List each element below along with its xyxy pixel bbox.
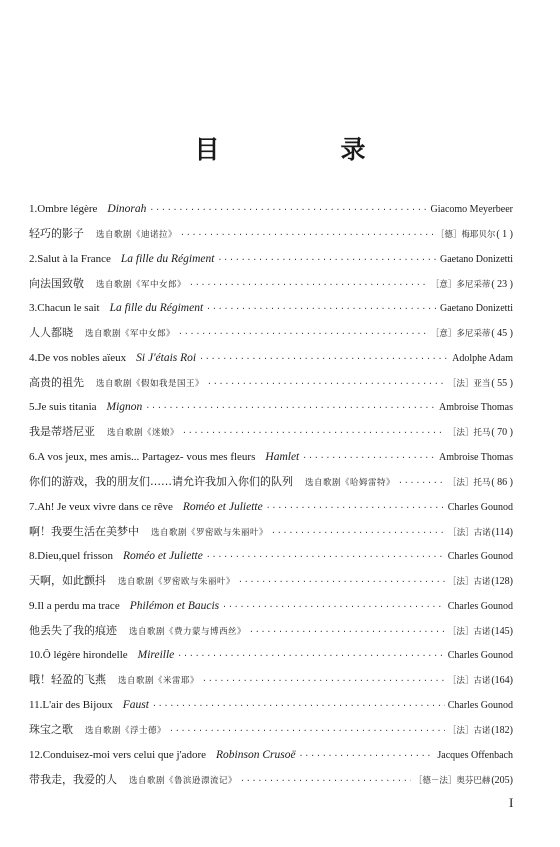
opera-title-foreign: Hamlet — [265, 450, 300, 463]
toc-entry — [29, 496, 513, 546]
page-ref: (128) — [491, 576, 513, 588]
toc-entry-line-foreign — [29, 649, 513, 669]
toc-entry-line-foreign — [29, 699, 513, 719]
leader-dots — [202, 676, 445, 685]
composer-chinese: ［法］托马 — [447, 477, 491, 488]
toc-entry — [29, 595, 513, 645]
toc-entry-line-foreign — [29, 550, 513, 570]
composer-name: Giacomo Meyerbeer — [430, 204, 513, 215]
toc-entry — [29, 744, 513, 794]
composer-name: Charles Gounod — [447, 650, 513, 662]
composer-chinese: ［法］古诺 — [447, 626, 491, 637]
opera-source-chinese: 选自歌剧《假如我是国王》 — [96, 378, 205, 389]
entry-number: 6. — [29, 450, 38, 463]
toc-entry-line-chinese — [29, 721, 513, 741]
opera-source-chinese: 选自歌剧《哈姆雷特》 — [305, 477, 396, 488]
toc-entry-line-chinese — [29, 225, 513, 245]
song-title-chinese: 高贵的祖先 — [29, 375, 84, 389]
toc-entry-line-foreign — [29, 253, 513, 273]
composer-name: Gaetano Donizetti — [439, 253, 513, 265]
song-title-chinese: 你们的游戏，我的朋友们……请允许我加入你们的队列 — [29, 474, 293, 488]
leader-dots — [169, 726, 445, 735]
composer-name: Adolphe Adam — [452, 352, 513, 364]
composer-name: Charles Gounod — [447, 600, 513, 612]
leader-dots — [266, 503, 445, 512]
composer-chinese: ［德］梅耶贝尔 — [435, 230, 496, 240]
song-title-chinese: 向法国致敬 — [29, 276, 84, 290]
entry-number: 8. — [29, 550, 38, 563]
page-ref: (205) — [491, 774, 513, 786]
entry-number: 7. — [29, 500, 38, 513]
song-title-chinese: 人人都晓 — [29, 326, 73, 340]
page-ref: ( 1 ) — [496, 229, 513, 240]
song-title-foreign: Ô légère hirondelle — [42, 649, 128, 662]
opera-title-foreign: La fille du Régiment — [109, 302, 204, 315]
composer-chinese: ［意］多尼采蒂 — [430, 329, 491, 340]
song-title-chinese: 轻巧的影子 — [29, 227, 84, 240]
toc-entry-line-chinese — [29, 671, 513, 691]
song-title-chinese: 天啊，如此颤抖 — [29, 574, 106, 588]
opera-title-foreign: Roméo et Juliette — [182, 500, 263, 513]
entry-number: 10. — [29, 649, 43, 662]
entry-number: 12. — [29, 748, 43, 761]
leader-dots — [238, 577, 445, 586]
toc-entry — [29, 396, 513, 446]
entry-number: 9. — [29, 599, 38, 612]
song-title-chinese: 哦！轻盈的飞燕 — [29, 673, 106, 687]
leader-dots — [206, 552, 445, 561]
song-title-foreign: Conduisez-moi vers celui que j'adore — [42, 748, 207, 761]
composer-name: Charles Gounod — [447, 551, 513, 563]
toc-entry-line-chinese — [29, 374, 513, 394]
opera-source-chinese: 选自歌剧《浮士德》 — [85, 725, 167, 736]
page-number: I — [509, 795, 514, 810]
composer-chinese: ［法］古诺 — [447, 676, 491, 687]
toc-entry-line-chinese — [29, 473, 513, 493]
opera-title-foreign: Robinson Crusoë — [216, 748, 296, 761]
leader-dots — [206, 304, 437, 313]
leader-dots — [180, 230, 433, 239]
entry-number: 1. — [29, 203, 38, 215]
leader-dots — [217, 255, 437, 264]
song-title-chinese: 我是蒂塔尼亚 — [29, 425, 95, 439]
toc-entry-line-foreign — [29, 302, 513, 322]
song-title-chinese: 啊！我要生活在美梦中 — [29, 524, 139, 538]
toc-entry — [29, 297, 513, 347]
opera-source-chinese: 选自歌剧《罗密欧与朱丽叶》 — [118, 577, 236, 588]
song-title-foreign: Je suis titania — [37, 401, 97, 414]
composer-chinese: ［德－法］奥芬巴赫 — [413, 775, 491, 786]
opera-source-chinese: 选自歌剧《迷娘》 — [107, 428, 180, 439]
song-title-foreign: Chacun le sait — [37, 302, 100, 315]
table-of-contents — [29, 198, 513, 793]
toc-entry — [29, 248, 513, 298]
toc-entry-line-chinese — [29, 771, 513, 791]
entry-number: 3. — [29, 302, 38, 315]
song-title-foreign: Dieu,quel frisson — [37, 550, 114, 563]
leader-dots — [178, 329, 428, 338]
toc-entry-line-chinese — [29, 572, 513, 592]
opera-title-foreign: Mignon — [106, 401, 143, 414]
opera-title-foreign: Mireille — [137, 649, 175, 662]
toc-entry-line-foreign — [29, 203, 513, 223]
toc-entry — [29, 198, 513, 248]
entry-number: 4. — [29, 351, 38, 364]
opera-source-chinese: 选自歌剧《鲁滨逊漂流记》 — [129, 775, 238, 786]
toc-entry-line-chinese — [29, 324, 513, 344]
leader-dots — [302, 453, 436, 462]
page-ref: ( 45 ) — [491, 328, 513, 340]
song-title-foreign: L'air des Bijoux — [42, 698, 113, 711]
opera-source-chinese: 选自歌剧《米雷耶》 — [118, 676, 200, 687]
leader-dots — [207, 379, 445, 388]
composer-name: Charles Gounod — [447, 501, 513, 513]
opera-title-foreign: Dinorah — [107, 203, 147, 215]
toc-entry — [29, 446, 513, 496]
composer-chinese: ［法］托马 — [447, 428, 491, 439]
composer-chinese: ［法］古诺 — [447, 577, 491, 588]
page-ref: (182) — [491, 724, 513, 736]
leader-dots — [271, 528, 445, 537]
page-ref: ( 86 ) — [491, 476, 513, 488]
page-ref: ( 55 ) — [491, 377, 513, 389]
opera-title-foreign: Si J'étais Roi — [136, 351, 197, 364]
leader-dots — [145, 403, 436, 412]
leader-dots — [299, 751, 435, 760]
opera-source-chinese: 选自歌剧《迪诺拉》 — [96, 230, 178, 240]
composer-chinese: ［法］亚当 — [447, 378, 491, 389]
toc-entry — [29, 545, 513, 595]
toc-entry — [29, 694, 513, 744]
opera-title-foreign: Roméo et Juliette — [123, 550, 203, 563]
toc-entry-line-foreign — [29, 401, 513, 421]
page-title: 目 录 — [194, 135, 414, 164]
toc-entry-line-foreign — [29, 352, 513, 372]
song-title-chinese: 珠宝之歌 — [29, 722, 73, 736]
page-ref: (114) — [491, 526, 513, 538]
toc-entry-line-foreign — [29, 749, 513, 769]
composer-name: Gaetano Donizetti — [439, 303, 513, 315]
composer-name: Charles Gounod — [447, 699, 513, 711]
leader-dots — [152, 701, 445, 710]
leader-dots — [149, 205, 427, 214]
toc-entry-line-chinese — [29, 275, 513, 295]
page-ref: ( 70 ) — [491, 427, 513, 439]
opera-title-foreign: Faust — [122, 698, 149, 711]
song-title-foreign: Ombre légère — [37, 203, 98, 215]
song-title-foreign: De vos nobles aïeux — [37, 351, 127, 364]
song-title-chinese: 他丢失了我的痕迹 — [29, 623, 117, 637]
composer-chinese: ［意］多尼采蒂 — [430, 279, 491, 290]
leader-dots — [182, 428, 445, 437]
opera-title-foreign: La fille du Régiment — [120, 252, 215, 265]
song-title-foreign: Ah! Je veux vivre dans ce rêve — [37, 500, 173, 513]
toc-entry-line-foreign — [29, 501, 513, 521]
toc-entry-line-foreign — [29, 451, 513, 471]
toc-entry-line-foreign — [29, 600, 513, 620]
leader-dots — [240, 776, 411, 785]
leader-dots — [199, 354, 449, 363]
entry-number: 11. — [29, 698, 43, 711]
entry-number: 2. — [29, 252, 38, 265]
song-title-chinese: 带我走，我爱的人 — [29, 772, 117, 786]
composer-name: Jacques Offenbach — [437, 749, 513, 761]
opera-source-chinese: 选自歌剧《罗密欧与朱丽叶》 — [151, 527, 269, 538]
song-title-foreign: Salut à la France — [37, 252, 111, 265]
toc-entry — [29, 644, 513, 694]
entry-number: 5. — [29, 401, 38, 414]
composer-name: Ambroise Thomas — [439, 402, 513, 414]
page-ref: (164) — [491, 675, 513, 687]
toc-entry-line-chinese — [29, 622, 513, 642]
leader-dots — [189, 280, 428, 289]
toc-entry-line-chinese — [29, 523, 513, 543]
leader-dots — [398, 478, 445, 487]
page-ref: ( 23 ) — [491, 278, 513, 290]
opera-source-chinese: 选自歌剧《军中女郎》 — [96, 279, 187, 290]
composer-chinese: ［法］古诺 — [447, 725, 491, 736]
leader-dots — [222, 602, 445, 611]
song-title-foreign: Il a perdu ma trace — [37, 599, 120, 612]
page-ref: (145) — [491, 625, 513, 637]
leader-dots — [177, 651, 444, 660]
composer-name: Ambroise Thomas — [439, 451, 513, 463]
toc-entry — [29, 347, 513, 397]
opera-source-chinese: 选自歌剧《费力蒙与博西丝》 — [129, 626, 247, 637]
toc-entry-line-chinese — [29, 423, 513, 443]
opera-source-chinese: 选自歌剧《军中女郎》 — [85, 329, 176, 340]
opera-title-foreign: Philémon et Baucis — [129, 599, 220, 612]
composer-chinese: ［法］古诺 — [448, 527, 491, 538]
leader-dots — [249, 627, 445, 636]
song-title-foreign: A vos jeux, mes amis... Partagez- vous mes fleurs — [37, 450, 256, 463]
